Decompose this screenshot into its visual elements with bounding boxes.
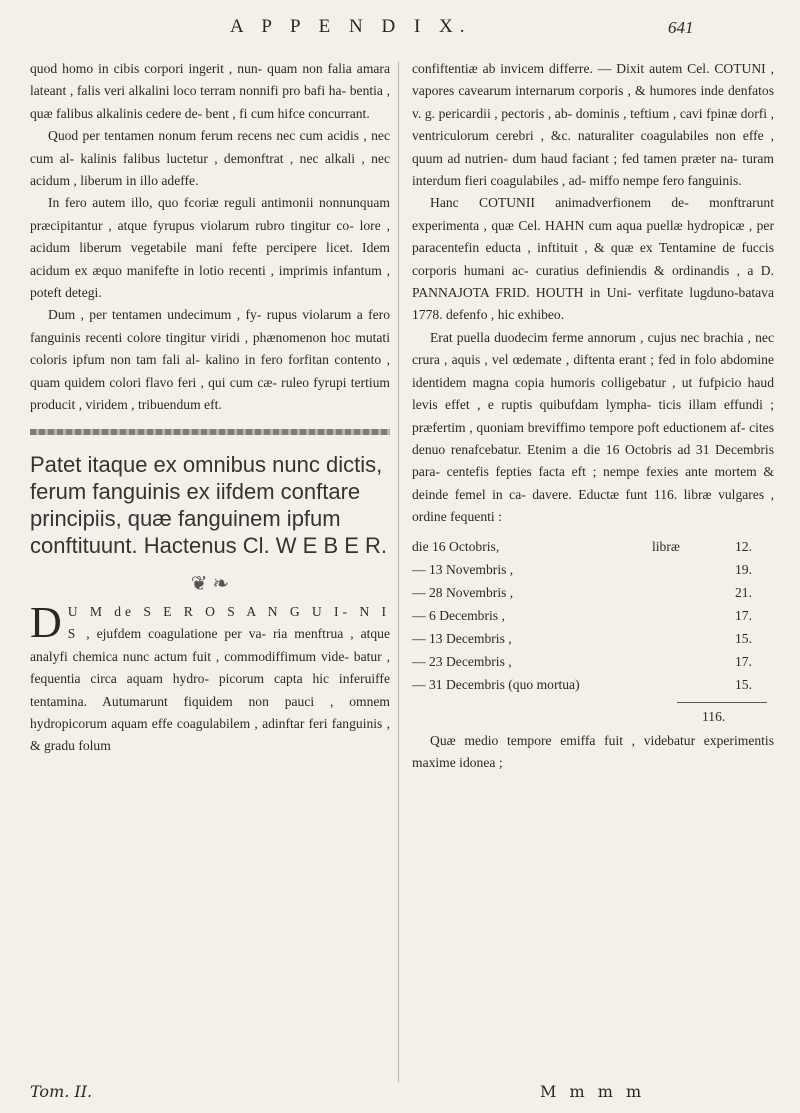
row-label: — 28 Novembris ,	[412, 584, 514, 600]
paragraph: Quæ medio tempore emiffa fuit , videbatur experimentis maxime idonea ;	[412, 732, 774, 770]
row-label: die 16 Octobris,	[412, 538, 500, 554]
table-row	[412, 627, 774, 650]
gathering-signature: M m m m	[540, 1082, 646, 1101]
row-unit	[652, 558, 712, 581]
column-divider	[398, 62, 399, 1082]
row-value: 19.	[735, 561, 752, 577]
row-unit	[652, 650, 712, 673]
left-column	[30, 58, 390, 758]
running-title: A P P E N D I X.	[230, 16, 472, 37]
ornament-icon: ❦ ❧	[190, 572, 230, 595]
row-label: — 6 Decembris ,	[412, 607, 505, 623]
section-text: , ejufdem coagulatione per va- ria menftrua , atque analyfi chemica nunc actum fuit , commodiffimum vide- batur , fequentia circa aquam hydro- picorum capta hic inferuiffe tentamina. Autumarunt fiquidem non pauci , omnem hydropicorum aquam effe coagulabilem , adinftar feri fanguinis , & gradu folum	[30, 626, 391, 754]
paragraph: In fero autem illo, quo fcoriæ reguli antimonii nonnunquam præcipitantur , atque fyrupus violarum rubro tingitur co- lore , acidum liberum vegetabile mani fefte percipere licet. Idem acidum ex æquo manifefte in lotio recenti , imprimis infantum , poteft detegi.	[30, 195, 390, 301]
paragraph: Erat puella duodecim ferme annorum , cujus nec brachia , nec crura , aquis , vel œdemate , diftenta erant ; fed in folo abdomine identidem magna copia humoris colligebatur , ut fufpicio haud levis effet , e ruptis quibufdam lympha- ticis illam effundi ; præfertim , quoniam breviffimo tempore poft eductionem af- cites denuo renafcebatur. Etenim a die 16 Octobris ad 31 Decembris para- centefis fepties facta eft ; nempe fexies ante mortem & deinde femel in ca- davere. Eductæ funt 116. libræ vulgares , ordine fequenti :	[412, 329, 774, 525]
row-unit	[652, 627, 712, 650]
row-unit: libræ	[652, 538, 680, 554]
row-label: — 31 Decembris (quo mortua)	[412, 676, 580, 692]
table-row	[412, 535, 774, 558]
table-total: 116.	[702, 708, 726, 724]
drop-cap: D	[30, 597, 62, 647]
row-value: 17.	[735, 607, 752, 623]
table-row	[412, 558, 774, 581]
row-unit	[652, 673, 712, 696]
paragraph: quod homo in cibis corpori ingerit , nun- quam non falia amara lateant , falis veri alkalini loco terram nonnifi pro bafi ha- bentia , quæ falibus alkalinis cedere de- bent , fi cum hifce concurrant.	[30, 61, 390, 121]
table-row	[412, 581, 774, 604]
row-unit	[652, 581, 712, 604]
row-value: 15.	[735, 676, 752, 692]
row-unit	[652, 604, 712, 627]
row-value: 15.	[735, 630, 752, 646]
paragraph: Hanc COTUNII animadverfionem de- monftrarunt experimenta , quæ Cel. HAHN cum aqua puellæ hydropicæ , per paracentefin educta , inftituit , & quæ ex Tentamine de fuccis corporis humani ac- curatius definiendis & ordinandis , a D. PANNAJOTA FRID. HOUTH in Uni- verfitate lugduno-batava 1778. defenfo , hic exhibeo.	[412, 195, 774, 323]
row-label: — 23 Decembris ,	[412, 653, 512, 669]
table-row	[412, 604, 774, 627]
row-value: 21.	[735, 584, 752, 600]
section-heading: U M de S E R O S A N G U I- N I S	[67, 603, 390, 642]
paragraph: confiftentiæ ab invicem differre. — Dixit autem Cel. COTUNI , vapores cavearum internarum corporis , & humores inde denfatos v. g. pericardii , pectoris , ab- dominis , teftium , cavi fpinæ dorfi , ventriculorum cerebri , &c. naturaliter coagulabiles non effe , quum ad nutrien- dum haud faciant ; fed tamen præter na- turam interdum fieri coagulabiles , ad- miffo nempe fero fanguinis.	[412, 61, 774, 189]
volume-signature: Tom. II.	[30, 1082, 93, 1101]
page-number: 641	[668, 18, 694, 37]
table-row	[412, 673, 774, 696]
row-label: — 13 Novembris ,	[412, 561, 514, 577]
decorative-rule	[30, 429, 390, 435]
section-paragraph	[30, 597, 391, 758]
row-value: 12.	[735, 538, 752, 554]
table-row	[412, 650, 774, 673]
row-value: 17.	[735, 653, 752, 669]
row-label: — 13 Decembris ,	[412, 630, 512, 646]
right-column	[412, 58, 774, 774]
quantity-table	[412, 535, 774, 696]
paragraph: Dum , per tentamen undecimum , fy- rupus violarum a fero fanguinis recenti colore tingitur viridi , phænomenon hoc mutati coloris ipfum non tam fali al- kalino in fero forfitan contento , quam quidem colori flavo feri , qui cum cæ- ruleo fyrupi tertium producit , viridem , tribuendum eft.	[30, 307, 390, 413]
paragraph: Quod per tentamen nonum ferum recens nec cum acidis , nec cum al- kalinis falibus luctetur , demonftrat , nec alkali , nec acidum , liberum in illo adeffe.	[30, 128, 390, 189]
page-header	[0, 8, 800, 48]
summary-paragraph: Patet itaque ex omnibus nunc dictis, ferum fanguinis ex iifdem conftare principiis, quæ fanguinem ipfum conftituunt. Hactenus Cl. W E B E R.	[30, 451, 388, 558]
